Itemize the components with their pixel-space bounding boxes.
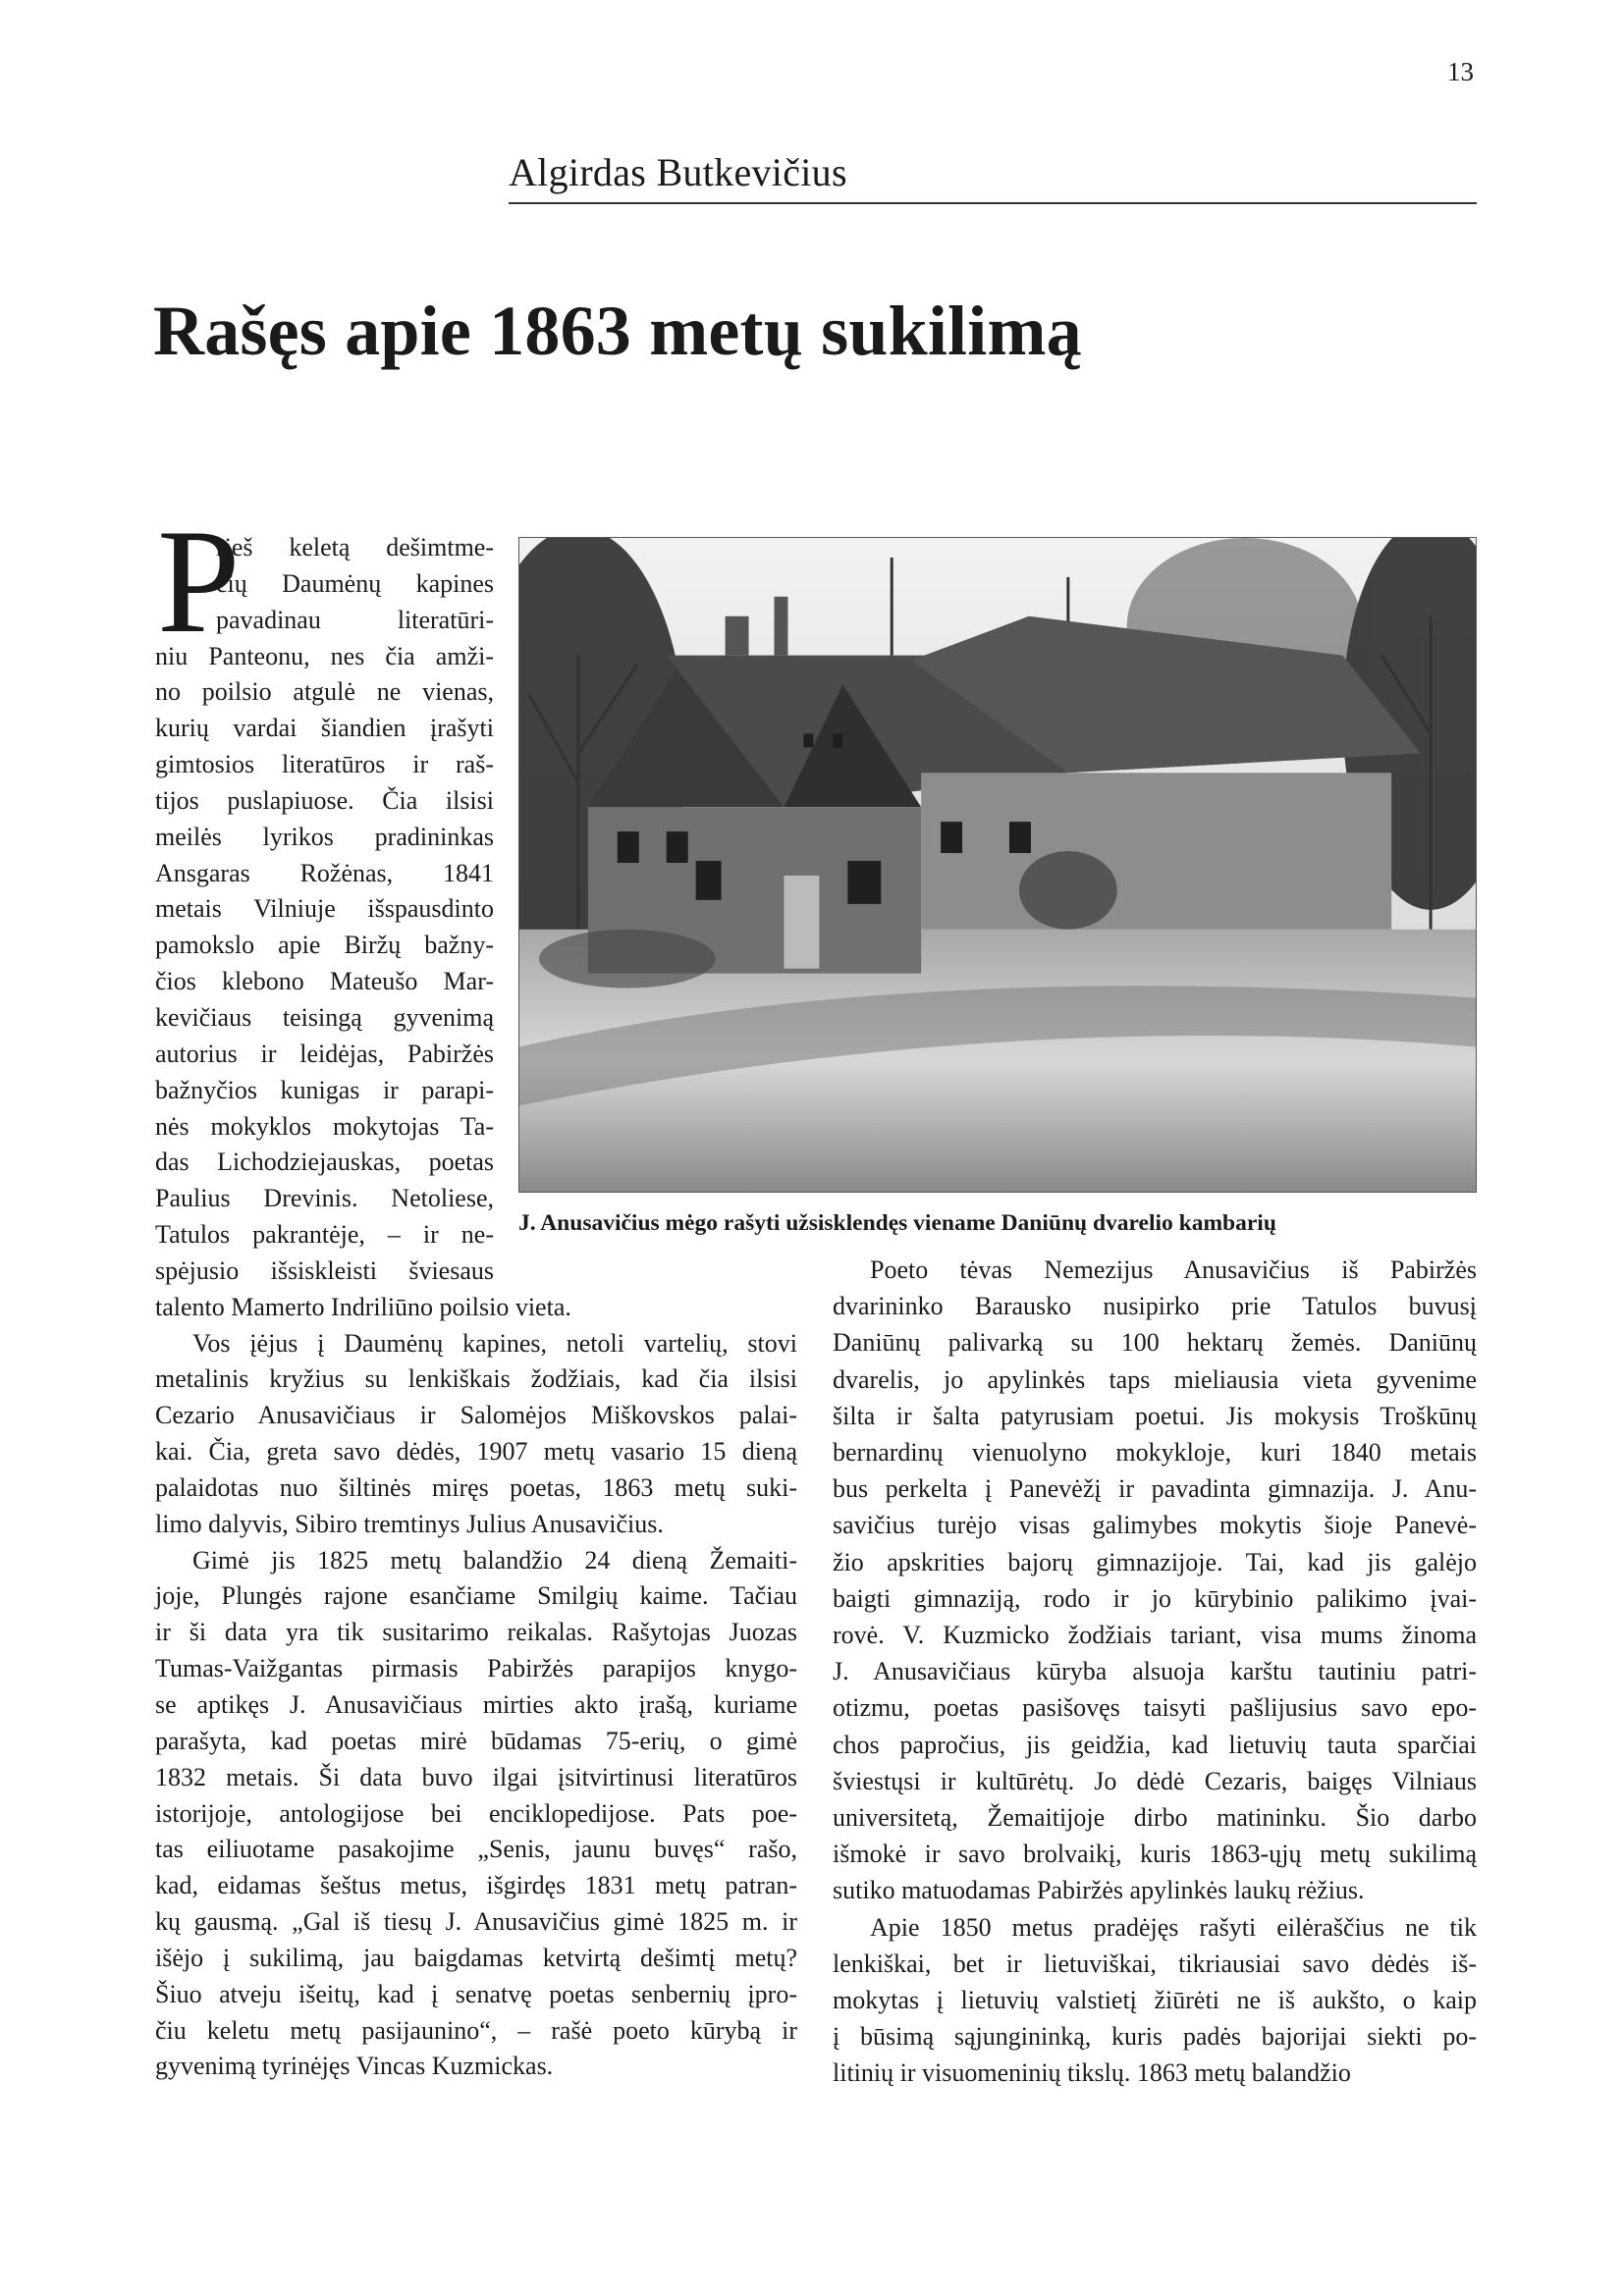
page-number: 13 — [1447, 57, 1474, 86]
text-line: bus perkelta į Panevėžį ir pavadinta gimnazija. J. Anu- — [833, 1474, 1477, 1504]
text-line: limo dalyvis, Sibiro tremtinys Julius Anusavičius. — [155, 1509, 664, 1538]
text-line: rieš keletą dešimtme- — [216, 533, 494, 561]
text-line: rovė. V. Kuzmicko žodžiais tariant, visa mums žinoma — [833, 1621, 1477, 1650]
text-line: baigti gimnaziją, rodo ir jo kūrybinio palikimo įvai- — [833, 1583, 1477, 1613]
text-line: tas eiliuotame pasakojime „Senis, jaunu buvęs“ rašo, — [155, 1835, 797, 1864]
text-line: Šiuo atveju išeitų, kad į senatvę poetas senbernių įpro- — [155, 1979, 797, 2008]
photo-caption: J. Anusavičius mėgo rašyti užsisklendęs viename Daniūnų dvarelio kambarių — [518, 1210, 1276, 1236]
text-line: lenkiškai, bet ir lietuviškai, tikriausiai savo dėdės iš- — [833, 1949, 1477, 1978]
text-line: kų gausmą. „Gal iš tiesų J. Anusavičius gimė 1825 m. ir — [155, 1907, 797, 1937]
author-name: Algirdas Butkevičius — [509, 150, 847, 194]
text-line: mokytas į lietuvių valstietį žiūrėti ne iš aukšto, o kaip — [833, 1986, 1477, 2015]
text-line: išmokė ir savo brolvaikį, kuris 1863-ųjų metų sukilimą — [833, 1840, 1477, 1869]
article-title: Rašęs apie 1863 metų sukilimą — [153, 292, 1082, 370]
text-line: gimtosios literatūros ir raš- — [155, 750, 494, 779]
text-line: 1832 metais. Ši data buvo ilgai įsitvirtinusi literatūros — [155, 1762, 797, 1791]
text-line: ir ši data yra tik susitarimo reikalas. Rašytojas Juozas — [155, 1618, 797, 1647]
text-line: Daniūnų palivarką su 100 hektarų žemės. Daniūnų — [833, 1328, 1477, 1358]
text-line: pavadinau literatūri- — [216, 605, 494, 634]
text-line: išėjo į sukilimą, jau baigdamas ketvirtą dešimtį metų? — [155, 1943, 797, 1972]
text-line: bažnyčios kunigas ir parapi- — [155, 1075, 494, 1104]
text-line: meilės lyrikos pradininkas — [155, 822, 494, 851]
text-line: į būsimą sąjungininką, kuris padės bajorijai siekti po- — [833, 2022, 1477, 2052]
text-line: Apie 1850 metus pradėjęs rašyti eilėraščius ne tik — [870, 1912, 1477, 1942]
text-line: kad, eidamas šeštus metus, išgirdęs 1831 metų patran- — [155, 1871, 797, 1900]
text-line: Ansgaras Rožėnas, 1841 — [155, 858, 494, 887]
text-line: parašyta, kad poetas mirė būdamas 75-erių, o gimė — [155, 1726, 797, 1755]
text-line: se aptikęs J. Anusavičiaus mirties akto įrašą, kuriame — [155, 1690, 797, 1719]
text-line: sutiko matuodamas Pabiržės apylinkės laukų rėžius. — [833, 1876, 1365, 1905]
text-line: no poilsio atgulė ne vienas, — [155, 677, 494, 707]
photo-image — [519, 538, 1476, 1192]
text-line: talento Mamerto Indriliūno poilsio vieta. — [155, 1292, 571, 1321]
text-line: Cezario Anusavičiaus ir Salomėjos Miškovskos palai- — [155, 1401, 797, 1430]
text-line: kai. Čia, greta savo dėdės, 1907 metų vasario 15 dieną — [155, 1437, 797, 1467]
text-line: palaidotas nuo šiltinės miręs poetas, 1863 metų suki- — [155, 1472, 797, 1502]
text-line: šviestųsi ir kultūrėtų. Jo dėdė Cezaris, baigęs Vilniaus — [833, 1766, 1477, 1795]
text-line: joje, Plungės rajone esančiame Smilgių kaime. Tačiau — [155, 1581, 797, 1611]
text-line: dvarininko Barausko nusipirko prie Tatulos buvusį — [833, 1292, 1477, 1321]
text-line: metalinis kryžius su lenkiškais žodžiais, kad čia ilsisi — [155, 1364, 797, 1394]
text-line: litinių ir visuomeninių tikslų. 1863 metų balandžio — [833, 2058, 1351, 2088]
text-line: Tatulos pakrantėje, – ir ne- — [155, 1220, 494, 1250]
text-line: spėjusio išsiskleisti šviesaus — [155, 1255, 494, 1285]
text-line: otizmu, poetas pasišovęs taisyti pašlijusius savo epo- — [833, 1693, 1477, 1723]
header-rule — [509, 202, 1477, 204]
text-line: tijos puslapiuose. Čia ilsisi — [155, 785, 494, 815]
text-line: kevičiaus teisingą gyvenimą — [155, 1002, 494, 1032]
text-line: Tumas-Vaižgantas pirmasis Pabiržės parapijos knygo- — [155, 1654, 797, 1683]
text-line: istorijoje, antologijose bei enciklopedijose. Pats poe- — [155, 1798, 797, 1828]
text-line: universitetą, Žemaitijoje dirbo matininku. Šio darbo — [833, 1803, 1477, 1833]
text-line: bernardinų vienuolyno mokykloje, kuri 1840 metais — [833, 1438, 1477, 1468]
text-line: J. Anusavičiaus kūryba alsuoja karštu tautiniu patri- — [833, 1657, 1477, 1686]
text-line: čių Daumėnų kapines — [216, 568, 494, 598]
text-line: niu Panteonu, nes čia amži- — [155, 641, 494, 670]
photo-manor-house — [518, 537, 1477, 1193]
drop-cap: P — [157, 499, 241, 664]
text-line: savičius turėjo visas galimybes mokytis šioje Panevė- — [833, 1511, 1477, 1540]
text-line: čios klebono Mateušo Mar- — [155, 967, 494, 996]
text-line: chos papročius, jis geidžia, kad lietuvių tauta sparčiai — [833, 1730, 1477, 1759]
text-line: das Lichodziejauskas, poetas — [155, 1148, 494, 1177]
text-line: čiu keletu metų pasijaunino“, – rašė poeto kūrybą ir — [155, 2015, 797, 2045]
text-line: žio apskrities bajorų gimnazijoje. Tai, kad jis galėjo — [833, 1547, 1477, 1576]
text-line: Vos įėjus į Daumėnų kapines, netoli vartelių, stovi — [192, 1328, 797, 1358]
text-line: Gimė jis 1825 metų balandžio 24 dieną Žemaiti- — [192, 1545, 797, 1575]
text-line: metais Vilniuje išspausdinto — [155, 894, 494, 924]
text-line: Paulius Drevinis. Netoliese, — [155, 1184, 494, 1213]
text-line: šilta ir šalta patyrusiam poetui. Jis mokysis Troškūnų — [833, 1401, 1477, 1430]
text-line: kurių vardai šiandien įrašyti — [155, 714, 494, 743]
text-line: pamokslo apie Biržų bažny- — [155, 931, 494, 960]
text-line: gyvenimą tyrinėjęs Vincas Kuzmickas. — [155, 2052, 554, 2081]
text-line: autorius ir leidėjas, Pabiržės — [155, 1039, 494, 1068]
text-line: nės mokyklos mokytojas Ta- — [155, 1111, 494, 1141]
right-column — [833, 1252, 1477, 2092]
text-line: dvarelis, jo apylinkės taps mieliausia vieta gyvenime — [833, 1364, 1477, 1394]
text-line: Poeto tėvas Nemezijus Anusavičius iš Pabiržės — [870, 1255, 1477, 1284]
